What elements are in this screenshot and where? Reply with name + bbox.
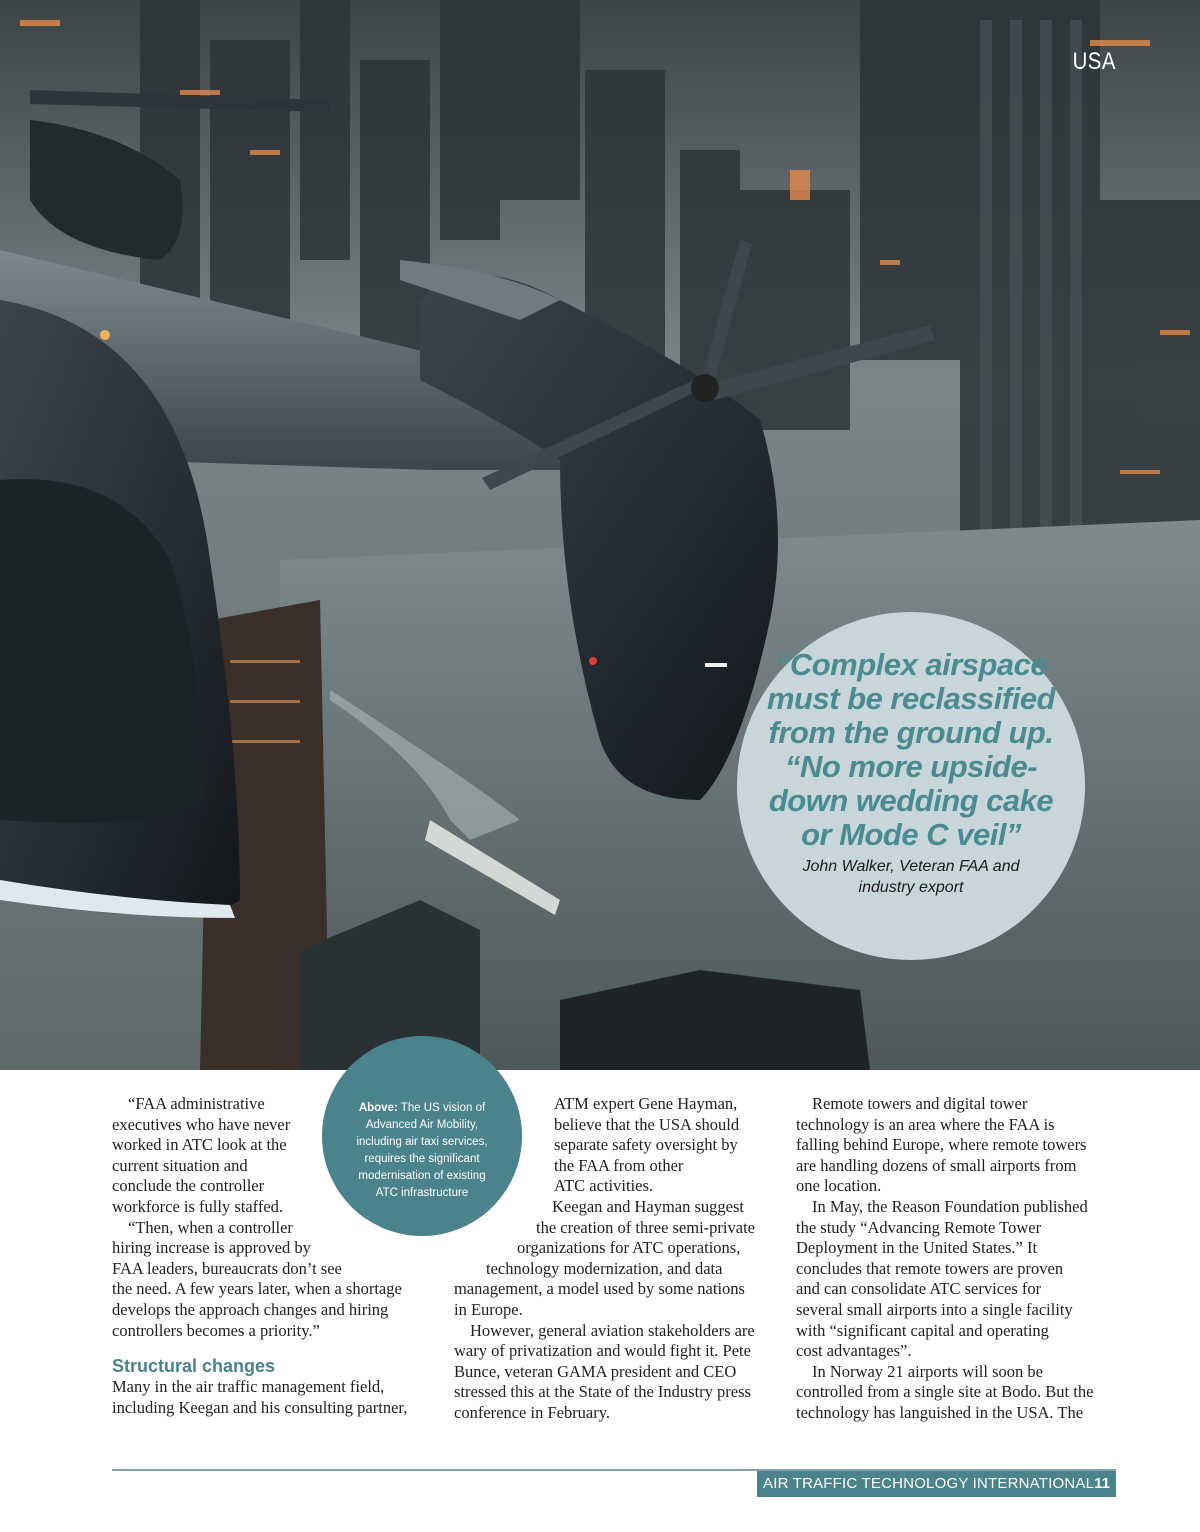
paragraph bbox=[112, 1094, 424, 1218]
text-line: in Europe. bbox=[454, 1299, 523, 1319]
caption-body: The US vision of Advanced Air Mobility, including air taxi services, requires the significant modernisation of existing ATC infrastructure bbox=[356, 1102, 488, 1199]
text-line: organizations for ATC operations, bbox=[517, 1238, 741, 1258]
text-line: develops the approach changes and hiring bbox=[112, 1299, 389, 1319]
text-line: separate safety oversight by bbox=[554, 1135, 738, 1155]
text-line: FAA leaders, bureaucrats don’t see bbox=[112, 1258, 342, 1278]
article-column-1 bbox=[112, 1094, 424, 1418]
paragraph bbox=[796, 1362, 1118, 1424]
text-line: technology is an area where the FAA is bbox=[796, 1114, 1055, 1134]
text-line: executives who have never bbox=[112, 1114, 291, 1134]
text-line: wary of privatization and would fight it. Pete bbox=[454, 1341, 751, 1361]
paragraph bbox=[112, 1377, 424, 1418]
text-line: “Then, when a controller bbox=[128, 1217, 293, 1237]
section-subheading: Structural changes bbox=[112, 1356, 276, 1377]
text-line: Bunce, veteran GAMA president and CEO bbox=[454, 1361, 737, 1381]
text-line: conference in February. bbox=[454, 1402, 611, 1422]
text-line: controlled from a single site at Bodo. But the bbox=[796, 1382, 1094, 1402]
attribution-line-1: John Walker, Veteran FAA and bbox=[802, 858, 1020, 875]
section-label: USA bbox=[1072, 48, 1116, 75]
text-line: stressed this at the State of the Industry press bbox=[454, 1382, 751, 1402]
publication-name: AIR TRAFFIC TECHNOLOGY INTERNATIONAL 2026 bbox=[763, 1475, 1094, 1518]
text-line: the FAA from other bbox=[554, 1155, 684, 1175]
text-line: including Keegan and his consulting partner, bbox=[112, 1397, 408, 1417]
paragraph bbox=[454, 1197, 772, 1321]
text-line: Many in the air traffic management field, bbox=[112, 1377, 385, 1397]
text-line: ATC activities. bbox=[554, 1176, 653, 1196]
text-line: Keegan and Hayman suggest bbox=[552, 1196, 744, 1216]
text-line: one location. bbox=[796, 1176, 882, 1196]
paragraph bbox=[796, 1197, 1118, 1362]
text-line: with “significant capital and operating bbox=[796, 1320, 1049, 1340]
text-line: controllers becomes a priority.” bbox=[112, 1320, 320, 1340]
pull-quote-text: “Complex airspace must be reclassified from the ground up. “No more upside-down wedding cake or Mode C veil” bbox=[766, 647, 1056, 852]
text-line: ATM expert Gene Hayman, bbox=[554, 1094, 738, 1113]
text-line: In Norway 21 airports will soon be bbox=[812, 1361, 1043, 1381]
article-column-2 bbox=[454, 1094, 772, 1424]
text-line: worked in ATC look at the bbox=[112, 1135, 287, 1155]
text-line: are handling dozens of small airports from bbox=[796, 1155, 1077, 1175]
pull-quote-attribution bbox=[786, 856, 1036, 898]
article-column-3 bbox=[796, 1094, 1118, 1424]
text-line: conclude the controller bbox=[112, 1176, 265, 1196]
text-line: believe that the USA should bbox=[554, 1114, 740, 1134]
text-line: cost advantages”. bbox=[796, 1341, 912, 1361]
paragraph bbox=[454, 1321, 772, 1424]
text-line: the need. A few years later, when a shortage bbox=[112, 1279, 402, 1299]
caption-lead: Above: bbox=[358, 1102, 398, 1114]
text-line: However, general aviation stakeholders are bbox=[470, 1320, 755, 1340]
paragraph bbox=[796, 1094, 1118, 1197]
text-line: several small airports into a single facility bbox=[796, 1299, 1073, 1319]
pull-quote bbox=[737, 612, 1085, 960]
paragraph bbox=[454, 1094, 772, 1197]
text-line: “FAA administrative bbox=[128, 1094, 265, 1113]
text-line: and can consolidate ATC services for bbox=[796, 1279, 1042, 1299]
text-line: technology has languished in the USA. The bbox=[796, 1402, 1084, 1422]
text-line: the study “Advancing Remote Tower bbox=[796, 1217, 1042, 1237]
text-line: In May, the Reason Foundation published bbox=[812, 1196, 1088, 1216]
page-number: 11 bbox=[1094, 1475, 1110, 1492]
text-line: Deployment in the United States.” It bbox=[796, 1238, 1038, 1258]
text-line: technology modernization, and data bbox=[486, 1258, 723, 1278]
footer-bar bbox=[757, 1471, 1116, 1518]
text-line: concludes that remote towers are proven bbox=[796, 1258, 1064, 1278]
attribution-line-2: industry export bbox=[858, 879, 964, 896]
text-line: the creation of three semi-private bbox=[536, 1217, 755, 1237]
text-line: management, a model used by some nations bbox=[454, 1279, 745, 1299]
text-line: workforce is fully staffed. bbox=[112, 1196, 284, 1216]
text-line: Remote towers and digital tower bbox=[812, 1094, 1028, 1113]
text-line: hiring increase is approved by bbox=[112, 1238, 311, 1258]
text-line: falling behind Europe, where remote towers bbox=[796, 1135, 1087, 1155]
paragraph bbox=[112, 1218, 424, 1342]
text-line: current situation and bbox=[112, 1155, 248, 1175]
